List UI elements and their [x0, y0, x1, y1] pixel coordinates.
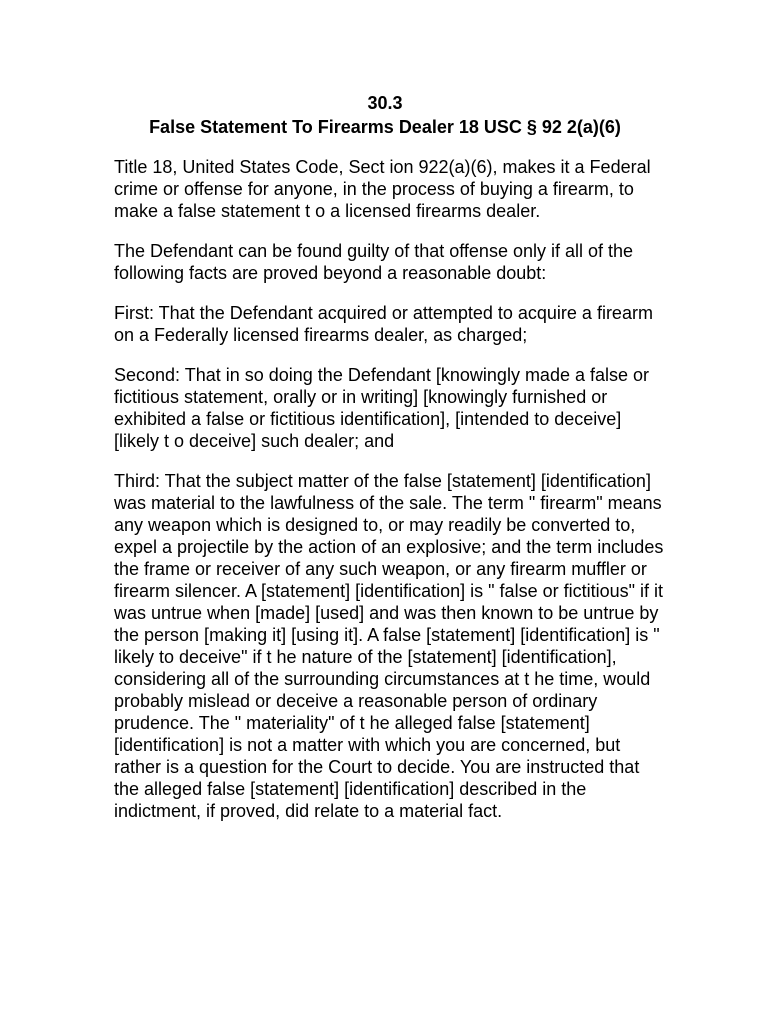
text-line: the frame or receiver of any such weapon, or any firearm muffler or [114, 559, 647, 579]
text-line: likely to deceive" if t he nature of the [statement] [identification], [114, 647, 617, 667]
paragraph-third [114, 470, 674, 822]
text-line: the alleged false [statement] [identification] described in the [114, 779, 587, 799]
text-line: probably mislead or deceive a reasonable person of ordinary [114, 691, 598, 711]
paragraph-intro [114, 156, 674, 222]
text-line: Third: That the subject matter of the false [statement] [identification] [114, 471, 651, 491]
text-line: rather is a question for the Court to decide. You are instructed that [114, 757, 640, 777]
text-line: firearm silencer. A [statement] [identification] is " false or fictitious" if it [114, 581, 663, 601]
text-line: [likely t o deceive] such dealer; and [114, 431, 395, 451]
text-line: considering all of the surrounding circumstances at t he time, would [114, 669, 651, 689]
text-line: Second: That in so doing the Defendant [knowingly made a false or [114, 365, 650, 385]
text-line: was material to the lawfulness of the sale. The term " firearm" means [114, 493, 662, 513]
text-line: First: That the Defendant acquired or attempted to acquire a firearm [114, 303, 653, 323]
paragraph-first [114, 302, 674, 346]
document-heading [0, 91, 770, 139]
text-line: indictment, if proved, did relate to a material fact. [114, 801, 503, 821]
text-line: the person [making it] [using it]. A false [statement] [identification] is " [114, 625, 660, 645]
text-line: Title 18, United States Code, Sect ion 922(a)(6), makes it a Federal [114, 157, 651, 177]
text-line: following facts are proved beyond a reasonable doubt: [114, 263, 547, 283]
paragraph-second [114, 364, 674, 452]
text-line: prudence. The " materiality" of t he alleged false [statement] [114, 713, 590, 733]
text-line: [identification] is not a matter with which you are concerned, but [114, 735, 621, 755]
text-line: on a Federally licensed firearms dealer, as charged; [114, 325, 528, 345]
text-line: make a false statement t o a licensed firearms dealer. [114, 201, 541, 221]
text-line: was untrue when [made] [used] and was then known to be untrue by [114, 603, 659, 623]
document-body [114, 156, 674, 840]
paragraph-elements-intro [114, 240, 674, 284]
text-line: expel a projectile by the action of an explosive; and the term includes [114, 537, 664, 557]
text-line: The Defendant can be found guilty of that offense only if all of the [114, 241, 634, 261]
text-line: crime or offense for anyone, in the process of buying a firearm, to [114, 179, 634, 199]
section-number: 30.3 [367, 93, 403, 113]
text-line: exhibited a false or fictitious identification], [intended to deceive] [114, 409, 622, 429]
text-line: any weapon which is designed to, or may readily be converted to, [114, 515, 636, 535]
text-line: fictitious statement, orally or in writing] [knowingly furnished or [114, 387, 608, 407]
document-title: False Statement To Firearms Dealer 18 USC § 92 2(a)(6) [149, 117, 621, 137]
